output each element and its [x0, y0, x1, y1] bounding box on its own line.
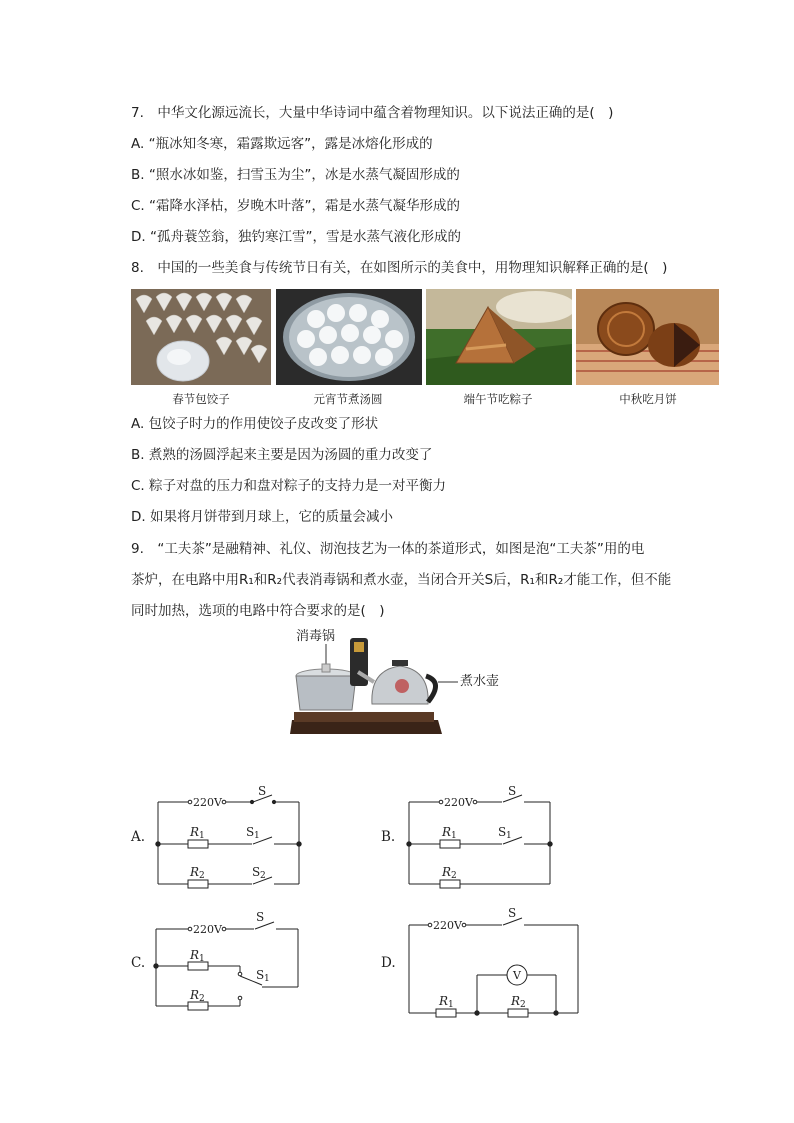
- svg-text:1: 1: [448, 1000, 454, 1010]
- svg-text:R: R: [439, 994, 449, 1008]
- svg-text:1: 1: [199, 831, 205, 841]
- svg-text:2: 2: [451, 871, 457, 881]
- svg-text:S: S: [508, 906, 517, 920]
- svg-text:2: 2: [260, 871, 266, 881]
- q9-stem-line3: 同时加热，选项的电路中符合要求的是( ): [131, 603, 385, 619]
- svg-text:S: S: [256, 968, 265, 982]
- label-disinfect-pot: 消毒锅: [296, 629, 336, 644]
- svg-text:1: 1: [254, 831, 260, 841]
- svg-text:R: R: [190, 865, 200, 879]
- q7-option-a: A. “瓶冰知冬寒，霜露欺远客”，露是冰熔化形成的: [131, 136, 433, 152]
- q7-stem: 7. 中华文化源远流长，大量中华诗词中蕴含着物理知识。以下说法正确的是( ): [131, 105, 614, 121]
- caption-tangyuan: 元宵节煮汤圆: [313, 392, 383, 406]
- svg-text:2: 2: [199, 994, 205, 1004]
- svg-text:1: 1: [506, 831, 512, 841]
- label-kettle: 煮水壶: [460, 674, 500, 689]
- svg-text:R: R: [442, 865, 452, 879]
- mooncake-photo: [576, 289, 719, 385]
- svg-text:1: 1: [451, 831, 457, 841]
- svg-text:S: S: [498, 825, 507, 839]
- circuit-a-voltage: 220V: [193, 796, 222, 809]
- caption-zongzi: 端午节吃粽子: [463, 392, 533, 406]
- q7-option-d: D. “孤舟蓑笠翁，独钓寒江雪”，雪是水蒸气液化形成的: [131, 229, 461, 245]
- svg-text:S: S: [246, 825, 255, 839]
- svg-text:2: 2: [199, 871, 205, 881]
- q8-option-c: C. 粽子对盘的压力和盘对粽子的支持力是一对平衡力: [131, 478, 447, 494]
- q7-option-b: B. “照水冰如鉴，扫雪玉为尘”，冰是水蒸气凝固形成的: [131, 167, 460, 183]
- caption-dumplings: 春节包饺子: [172, 392, 230, 406]
- circuit-c-voltage: 220V: [193, 923, 222, 936]
- circuit-a-switch-s: S: [258, 784, 267, 798]
- svg-text:R: R: [442, 825, 452, 839]
- circuit-d-label: D.: [381, 955, 396, 971]
- q9-stem-line2: 茶炉，在电路中用R₁和R₂代表消毒锅和煮水壶，当闭合开关S后，R₁和R₂才能工作，但不能: [131, 572, 672, 588]
- circuit-d: [409, 918, 578, 1017]
- svg-text:1: 1: [199, 954, 205, 964]
- dumplings-photo: [131, 289, 271, 385]
- svg-text:R: R: [190, 988, 200, 1002]
- svg-text:S: S: [256, 910, 265, 924]
- circuit-a: [156, 795, 301, 888]
- svg-text:R: R: [511, 994, 521, 1008]
- circuit-c-label: C.: [131, 955, 146, 971]
- circuit-c: [154, 922, 298, 1010]
- q8-option-d: D. 如果将月饼带到月球上，它的质量会减小: [131, 509, 393, 525]
- q8-option-a: A. 包饺子时力的作用使饺子皮改变了形状: [131, 416, 379, 432]
- tangyuan-photo: [276, 289, 422, 385]
- svg-text:S: S: [508, 784, 517, 798]
- zongzi-photo: [426, 289, 572, 385]
- circuit-d-voltage: 220V: [433, 919, 462, 932]
- tea-stove-figure: [288, 626, 518, 738]
- svg-text:R: R: [190, 825, 200, 839]
- circuit-a-label: A.: [131, 829, 146, 845]
- circuit-b-voltage: 220V: [444, 796, 473, 809]
- svg-text:R: R: [190, 948, 200, 962]
- q7-option-c: C. “霜降水泽枯，岁晚木叶落”，霜是水蒸气凝华形成的: [131, 198, 460, 214]
- q9-stem-line1: 9. “工夫茶”是融精神、礼仪、沏泡技艺为一体的茶道形式，如图是泡“工夫茶”用的电: [131, 541, 645, 557]
- svg-text:2: 2: [520, 1000, 526, 1010]
- circuit-b-label: B.: [381, 829, 396, 845]
- svg-text:S: S: [252, 865, 261, 879]
- circuit-b: [407, 795, 552, 888]
- svg-text:1: 1: [264, 974, 270, 984]
- q8-stem: 8. 中国的一些美食与传统节日有关，在如图所示的美食中，用物理知识解释正确的是( ): [131, 260, 668, 276]
- voltmeter-icon: V: [513, 969, 521, 982]
- q8-option-b: B. 煮熟的汤圆浮起来主要是因为汤圆的重力改变了: [131, 447, 433, 463]
- caption-mooncake: 中秋吃月饼: [619, 392, 677, 406]
